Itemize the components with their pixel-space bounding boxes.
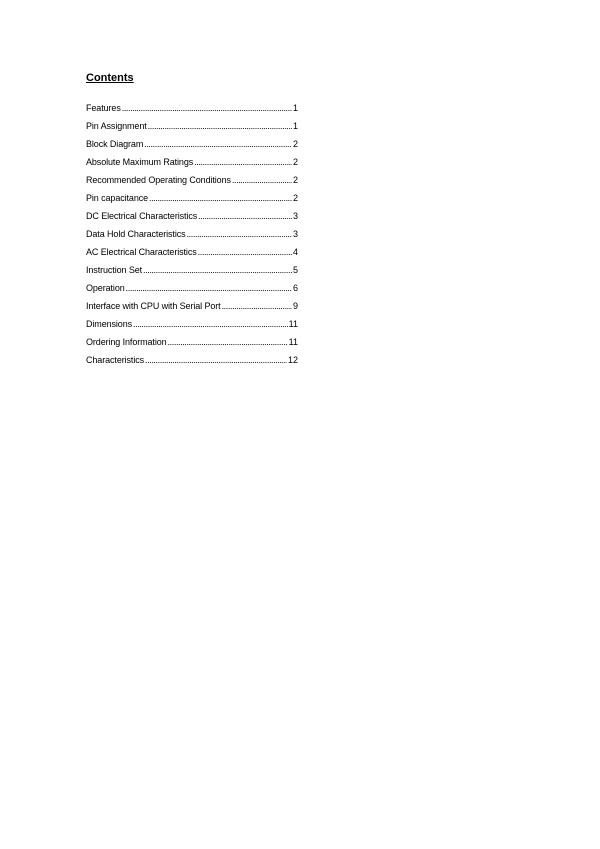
toc-entry-ordering-information[interactable] <box>86 336 298 354</box>
toc-entry-label: Characteristics <box>86 355 145 365</box>
toc-entry-label: AC Electrical Characteristics <box>86 247 197 257</box>
toc-entry-instruction-set[interactable] <box>86 264 298 282</box>
toc-entry-features[interactable] <box>86 102 298 120</box>
toc-page-number: 11 <box>288 319 298 329</box>
toc-page-number: 9 <box>292 301 298 311</box>
toc-entry-dc-electrical-characteristics[interactable] <box>86 210 298 228</box>
toc-dot-leader <box>145 354 287 366</box>
toc-entry-data-hold-characteristics[interactable] <box>86 228 298 246</box>
toc-page-number: 6 <box>292 283 298 293</box>
toc-entry-label: Ordering Information <box>86 337 167 347</box>
toc-entry-label: Dimensions <box>86 319 133 329</box>
toc-page-number: 2 <box>292 139 298 149</box>
toc-entry-label: Interface with CPU with Serial Port <box>86 301 221 311</box>
toc-entry-pin-assignment[interactable] <box>86 120 298 138</box>
toc-dot-leader <box>198 246 292 258</box>
toc-page-number: 3 <box>292 211 298 221</box>
toc-entry-block-diagram[interactable] <box>86 138 298 156</box>
toc-entry-label: Recommended Operating Conditions <box>86 175 231 185</box>
toc-entry-interface-with-cpu[interactable] <box>86 300 298 318</box>
toc-page-number: 2 <box>292 157 298 167</box>
toc-dot-leader <box>168 336 288 348</box>
toc-entry-label: Absolute Maximum Ratings <box>86 157 194 167</box>
toc-dot-leader <box>194 156 292 168</box>
toc-dot-leader <box>149 192 292 204</box>
toc-page-number: 12 <box>287 355 298 365</box>
toc-dot-leader <box>148 120 292 132</box>
toc-dot-leader <box>144 138 292 150</box>
toc-dot-leader <box>187 228 292 240</box>
toc-page-number: 3 <box>292 229 298 239</box>
toc-entry-dimensions[interactable] <box>86 318 298 336</box>
toc-dot-leader <box>122 102 292 114</box>
contents-heading: Contents <box>86 72 134 84</box>
toc-dot-leader <box>232 174 292 186</box>
toc-entry-absolute-maximum-ratings[interactable] <box>86 156 298 174</box>
toc-entry-label: Pin Assignment <box>86 121 147 131</box>
toc-dot-leader <box>126 282 292 294</box>
toc-entry-label: DC Electrical Characteristics <box>86 211 198 221</box>
toc-entry-label: Pin capacitance <box>86 193 149 203</box>
toc-entry-recommended-operating-conditions[interactable] <box>86 174 298 192</box>
table-of-contents <box>86 102 298 372</box>
toc-dot-leader <box>222 300 292 312</box>
toc-page-number: 11 <box>288 337 298 347</box>
toc-entry-label: Operation <box>86 283 125 293</box>
toc-entry-label: Instruction Set <box>86 265 143 275</box>
toc-page-number: 2 <box>292 175 298 185</box>
toc-dot-leader <box>143 264 292 276</box>
toc-page-number: 4 <box>292 247 298 257</box>
toc-entry-label: Features <box>86 103 121 113</box>
toc-entry-characteristics[interactable] <box>86 354 298 372</box>
toc-page-number: 5 <box>292 265 298 275</box>
toc-entry-label: Data Hold Characteristics <box>86 229 186 239</box>
toc-dot-leader <box>198 210 292 222</box>
toc-entry-pin-capacitance[interactable] <box>86 192 298 210</box>
toc-dot-leader <box>133 318 288 330</box>
toc-entry-ac-electrical-characteristics[interactable] <box>86 246 298 264</box>
toc-entry-operation[interactable] <box>86 282 298 300</box>
toc-page-number: 1 <box>292 121 298 131</box>
toc-page-number: 2 <box>292 193 298 203</box>
toc-page-number: 1 <box>292 103 298 113</box>
toc-entry-label: Block Diagram <box>86 139 144 149</box>
